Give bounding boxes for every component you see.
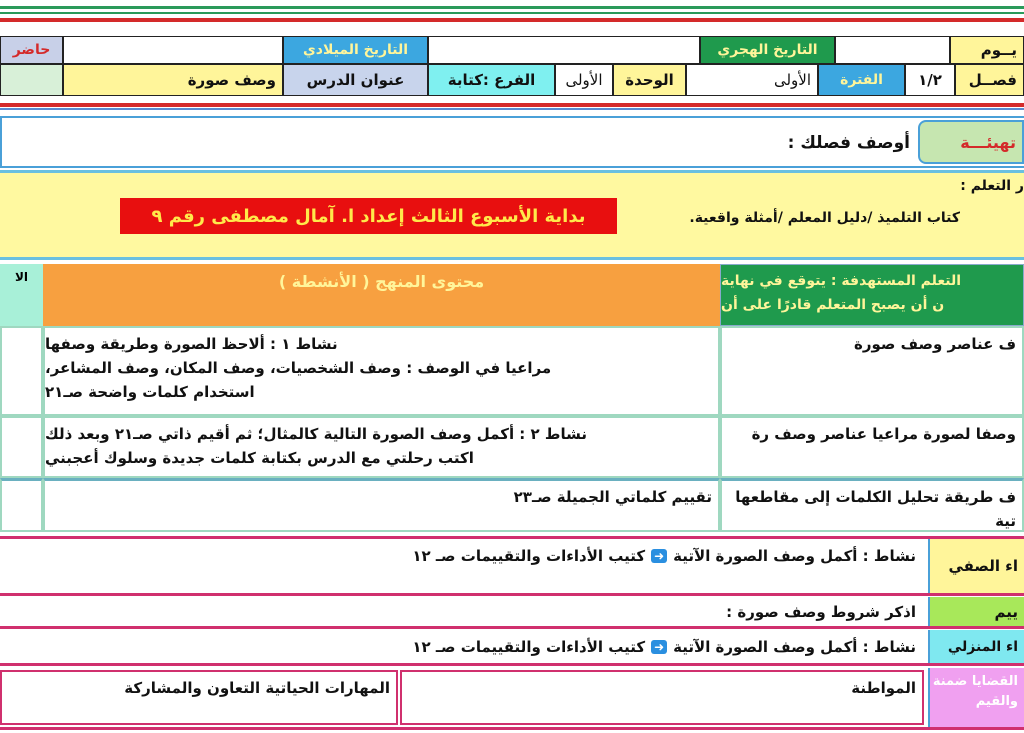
empty-cell [0,64,63,96]
warmup-label: تهيئـــة [918,120,1024,164]
gregorian-date-label: التاريخ الميلادي [283,36,428,64]
warmup-text: أوصف فصلك : [787,133,910,153]
outcome-cell: ف عناصر وصف صورة [720,326,1024,416]
content-line: نشاط ٢ : أكمل وصف الصورة التالية كالمثال؛ ثم أقيم ذاتي صـ٢١ وبعد ذلك [45,425,588,443]
empty-cell [0,478,43,532]
content-line: اكتب رحلتي مع الدرس بكتابة كلمات جديدة وسلوك أعجبني [45,449,474,467]
branch-label: الفرع :كتابة [428,64,555,96]
content-cell [43,326,720,416]
unit-label: الوحدة [613,64,686,96]
empty-cell [0,326,43,416]
outcomes-header [720,264,1024,326]
class-label: فصــل [955,64,1024,96]
classwork-text [300,542,922,570]
life-skills-cell: المهارات الحياتية التعاون والمشاركة [0,670,398,725]
evaluation-label: ييم [928,597,1024,626]
content-line: نشاط ١ : ألاحظ الصورة وطريقة وصفها [45,335,338,353]
blue-line [0,108,1024,110]
banner: بداية الأسبوع الثالث إعداد ا. آمال مصطفى رقم ٩ [120,198,617,234]
present-label: حاضر [0,36,63,64]
outcomes-header-line2: ن أن يصبح المتعلم قادرًا على أن [721,297,945,313]
resources-label: ر التعلم : [960,178,1024,194]
class-value: ١/٢ [905,64,955,96]
day-label: يــوم [950,36,1024,64]
content-cell: تقييم كلماتي الجميلة صـ٢٣ [43,478,720,532]
content-line: استخدام كلمات واضحة صـ٢١ [45,383,255,401]
classwork-reference: كتيب الأداءات والتقييمات صـ ١٢ [412,547,646,565]
content-line: مراعيا في الوصف : وصف الشخصيات، وصف المكان، وصف المشاعر، [45,359,552,377]
period-value: الأولى [686,64,818,96]
red-line [0,103,1024,107]
classwork-activity: نشاط : أكمل وصف الصورة الآتية [673,547,916,565]
lesson-title-label: عنوان الدرس [283,64,428,96]
evaluation-text: اذكر شروط وصف صورة : [726,602,916,621]
hijri-date-label: التاريخ الهجري [700,36,835,64]
arrow-left-icon: ➜ [651,640,667,654]
arrow-left-icon: ➜ [651,549,667,563]
green-line [0,6,1024,9]
green-line [0,12,1024,14]
outcome-cell: ف طريقة تحليل الكلمات إلى مقاطعها تية [720,478,1024,532]
content-cell [43,416,720,478]
left-header: الا [0,264,43,326]
outcome-cell: وصفا لصورة مراعيا عناصر وصف رة [720,416,1024,478]
gregorian-date-value[interactable] [63,36,283,64]
unit-value: الأولى [555,64,613,96]
hijri-date-value[interactable] [428,36,700,64]
classwork-label: اء الصفي [928,539,1024,593]
homework-activity: نشاط : أكمل وصف الصورة الآتية [673,638,916,656]
day-value[interactable] [835,36,950,64]
content-header: محتوى المنهج ( الأنشطة ) [43,264,720,326]
lesson-title-value: وصف صورة [63,64,283,96]
outcomes-header-line1: التعلم المستهدفة : يتوقع في نهاية [721,273,962,289]
citizenship-cell: المواطنة [400,670,924,725]
homework-reference: كتيب الأداءات والتقييمات صـ ١٢ [412,638,646,656]
resources-text: كتاب التلميذ /دليل المعلم /أمثلة واقعية. [689,210,960,226]
values-label: القضايا ضمنة والقيم [928,668,1024,727]
homework-label: اء المنزلي [928,630,1024,663]
red-line [0,18,1024,22]
empty-cell [0,416,43,478]
period-label: الفترة [818,64,905,96]
homework-text [300,632,922,662]
